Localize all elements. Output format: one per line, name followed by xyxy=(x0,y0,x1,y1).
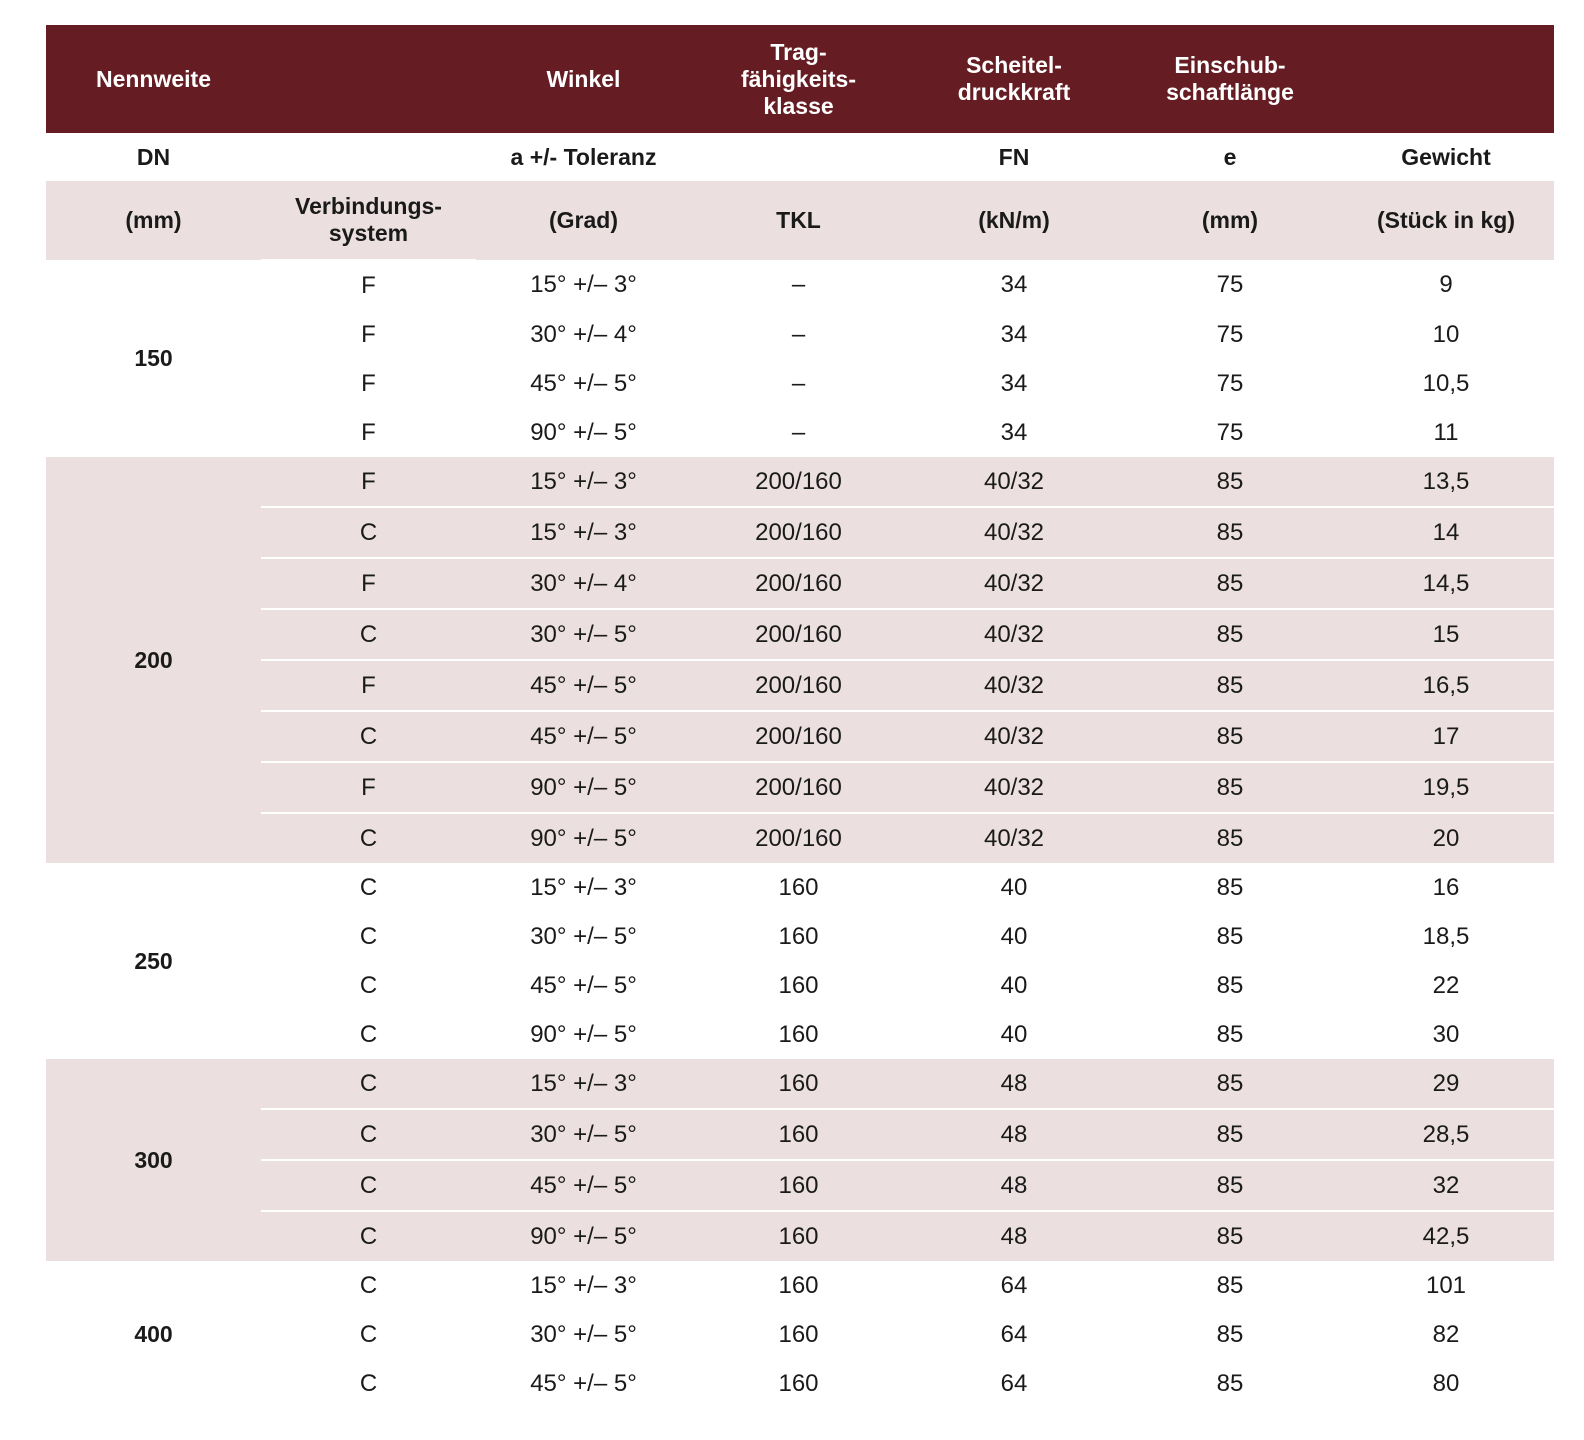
cell-tkl: 160 xyxy=(691,1059,906,1109)
cell-scheiteldruckkraft: 48 xyxy=(906,1211,1122,1261)
cell-tkl: 160 xyxy=(691,1310,906,1359)
cell-verbindungssystem: C xyxy=(261,912,476,961)
cell-gewicht: 11 xyxy=(1338,408,1554,457)
cell-scheiteldruckkraft: 48 xyxy=(906,1109,1122,1160)
cell-scheiteldruckkraft: 40 xyxy=(906,863,1122,912)
cell-einschub: 85 xyxy=(1122,912,1338,961)
dn-group-250 xyxy=(46,863,1554,1059)
cell-scheiteldruckkraft: 64 xyxy=(906,1261,1122,1310)
cell-winkel: 15° +/– 3° xyxy=(476,863,691,912)
cell-scheiteldruckkraft: 64 xyxy=(906,1359,1122,1408)
cell-einschub: 85 xyxy=(1122,1010,1338,1059)
cell-gewicht: 28,5 xyxy=(1338,1109,1554,1160)
cell-winkel: 45° +/– 5° xyxy=(476,359,691,408)
cell-tkl: 160 xyxy=(691,1010,906,1059)
cell-verbindungssystem: C xyxy=(261,813,476,863)
cell-einschub: 85 xyxy=(1122,863,1338,912)
cell-tkl: – xyxy=(691,359,906,408)
cell-verbindungssystem: C xyxy=(261,1310,476,1359)
dn-value: 250 xyxy=(46,863,261,1059)
cell-winkel: 30° +/– 5° xyxy=(476,1310,691,1359)
table-row xyxy=(46,1160,1554,1211)
cell-gewicht: 16 xyxy=(1338,863,1554,912)
table-row xyxy=(46,813,1554,863)
cell-einschub: 85 xyxy=(1122,1310,1338,1359)
cell-verbindungssystem: C xyxy=(261,1261,476,1310)
table-row xyxy=(46,457,1554,507)
table-row xyxy=(46,408,1554,457)
cell-tkl: – xyxy=(691,408,906,457)
cell-gewicht: 80 xyxy=(1338,1359,1554,1408)
cell-tkl: – xyxy=(691,310,906,359)
header-tkl-line-1: Trag- xyxy=(770,38,827,65)
cell-scheiteldruckkraft: 64 xyxy=(906,1310,1122,1359)
cell-gewicht: 14 xyxy=(1338,507,1554,558)
cell-scheiteldruckkraft: 40/32 xyxy=(906,813,1122,863)
unit-winkel: (Grad) xyxy=(476,181,691,260)
cell-gewicht: 10 xyxy=(1338,310,1554,359)
table-row xyxy=(46,609,1554,660)
cell-scheiteldruckkraft: 34 xyxy=(906,310,1122,359)
cell-winkel: 45° +/– 5° xyxy=(476,711,691,762)
subheader-e: e xyxy=(1122,133,1338,181)
header-e-line-1: Einschub- xyxy=(1174,52,1286,78)
cell-scheiteldruckkraft: 40/32 xyxy=(906,711,1122,762)
cell-scheiteldruckkraft: 40 xyxy=(906,1010,1122,1059)
cell-scheiteldruckkraft: 40/32 xyxy=(906,762,1122,813)
cell-winkel: 15° +/– 3° xyxy=(476,260,691,310)
cell-einschub: 85 xyxy=(1122,813,1338,863)
header-e-line-2: schaftlänge xyxy=(1166,79,1294,105)
table-row xyxy=(46,1059,1554,1109)
dn-value: 400 xyxy=(46,1261,261,1408)
cell-scheiteldruckkraft: 40/32 xyxy=(906,507,1122,558)
table-row xyxy=(46,1010,1554,1059)
cell-gewicht: 18,5 xyxy=(1338,912,1554,961)
cell-verbindungssystem: C xyxy=(261,1211,476,1261)
cell-einschub: 75 xyxy=(1122,310,1338,359)
table-row xyxy=(46,507,1554,558)
cell-verbindungssystem: C xyxy=(261,1010,476,1059)
cell-gewicht: 32 xyxy=(1338,1160,1554,1211)
cell-gewicht: 16,5 xyxy=(1338,660,1554,711)
cell-verbindungssystem: F xyxy=(261,408,476,457)
cell-winkel: 30° +/– 4° xyxy=(476,310,691,359)
cell-verbindungssystem: F xyxy=(261,762,476,813)
cell-tkl: – xyxy=(691,260,906,310)
cell-winkel: 90° +/– 5° xyxy=(476,813,691,863)
cell-einschub: 85 xyxy=(1122,507,1338,558)
header-e xyxy=(1122,25,1338,133)
cell-einschub: 85 xyxy=(1122,1211,1338,1261)
cell-verbindungssystem: C xyxy=(261,1359,476,1408)
cell-tkl: 200/160 xyxy=(691,711,906,762)
cell-einschub: 85 xyxy=(1122,457,1338,507)
cell-tkl: 160 xyxy=(691,863,906,912)
header-fn-line-2: druckkraft xyxy=(957,79,1071,105)
cell-gewicht: 13,5 xyxy=(1338,457,1554,507)
table-row xyxy=(46,1359,1554,1408)
subheader-gewicht: Gewicht xyxy=(1338,133,1554,181)
cell-einschub: 85 xyxy=(1122,609,1338,660)
cell-winkel: 45° +/– 5° xyxy=(476,1359,691,1408)
cell-einschub: 75 xyxy=(1122,408,1338,457)
table-row xyxy=(46,1211,1554,1261)
unit-fn: (kN/m) xyxy=(906,181,1122,260)
table-row xyxy=(46,1261,1554,1310)
header-tkl-line-3: klasse xyxy=(763,92,834,119)
header-fn xyxy=(906,25,1122,133)
table-row xyxy=(46,912,1554,961)
cell-scheiteldruckkraft: 34 xyxy=(906,408,1122,457)
subheader-fn: FN xyxy=(906,133,1122,181)
table-row xyxy=(46,558,1554,609)
cell-verbindungssystem: F xyxy=(261,558,476,609)
table-row xyxy=(46,660,1554,711)
cell-tkl: 200/160 xyxy=(691,660,906,711)
cell-tkl: 200/160 xyxy=(691,457,906,507)
table-row xyxy=(46,359,1554,408)
cell-winkel: 15° +/– 3° xyxy=(476,1261,691,1310)
cell-scheiteldruckkraft: 40/32 xyxy=(906,558,1122,609)
header-gewicht-empty xyxy=(1338,25,1554,133)
cell-tkl: 160 xyxy=(691,1211,906,1261)
header-verbindung-empty xyxy=(261,25,476,133)
subheader-verbindung-empty xyxy=(261,133,476,181)
cell-tkl: 160 xyxy=(691,1160,906,1211)
cell-tkl: 160 xyxy=(691,1359,906,1408)
cell-winkel: 90° +/– 5° xyxy=(476,408,691,457)
cell-gewicht: 19,5 xyxy=(1338,762,1554,813)
cell-verbindungssystem: C xyxy=(261,711,476,762)
cell-scheiteldruckkraft: 40/32 xyxy=(906,609,1122,660)
subheader-row-units xyxy=(46,181,1554,260)
cell-verbindungssystem: C xyxy=(261,1059,476,1109)
header-row xyxy=(46,25,1554,133)
cell-winkel: 90° +/– 5° xyxy=(476,1211,691,1261)
cell-gewicht: 82 xyxy=(1338,1310,1554,1359)
cell-winkel: 15° +/– 3° xyxy=(476,457,691,507)
cell-einschub: 85 xyxy=(1122,1261,1338,1310)
cell-verbindungssystem: C xyxy=(261,1160,476,1211)
dn-value: 300 xyxy=(46,1059,261,1261)
cell-tkl: 160 xyxy=(691,1109,906,1160)
cell-gewicht: 29 xyxy=(1338,1059,1554,1109)
cell-tkl: 160 xyxy=(691,912,906,961)
subheader-tkl-empty xyxy=(691,133,906,181)
cell-winkel: 15° +/– 3° xyxy=(476,507,691,558)
cell-einschub: 85 xyxy=(1122,1160,1338,1211)
cell-verbindungssystem: F xyxy=(261,260,476,310)
cell-einschub: 85 xyxy=(1122,1359,1338,1408)
cell-verbindungssystem: C xyxy=(261,1109,476,1160)
cell-verbindungssystem: C xyxy=(261,863,476,912)
cell-verbindungssystem: C xyxy=(261,609,476,660)
cell-tkl: 160 xyxy=(691,1261,906,1310)
table-row xyxy=(46,762,1554,813)
cell-gewicht: 101 xyxy=(1338,1261,1554,1310)
cell-verbindungssystem: F xyxy=(261,310,476,359)
header-winkel: Winkel xyxy=(476,25,691,133)
cell-verbindungssystem: C xyxy=(261,961,476,1010)
dn-group-150 xyxy=(46,260,1554,457)
unit-tkl: TKL xyxy=(691,181,906,260)
table-row xyxy=(46,863,1554,912)
table-row xyxy=(46,260,1554,310)
cell-winkel: 90° +/– 5° xyxy=(476,1010,691,1059)
table-row xyxy=(46,961,1554,1010)
unit-verbindungssystem xyxy=(261,181,476,260)
cell-verbindungssystem: F xyxy=(261,359,476,408)
cell-gewicht: 14,5 xyxy=(1338,558,1554,609)
cell-tkl: 200/160 xyxy=(691,609,906,660)
cell-tkl: 200/160 xyxy=(691,813,906,863)
unit-verbindung-line-1: Verbindungs- xyxy=(295,193,442,219)
cell-scheiteldruckkraft: 40 xyxy=(906,912,1122,961)
cell-winkel: 30° +/– 5° xyxy=(476,609,691,660)
cell-winkel: 15° +/– 3° xyxy=(476,1059,691,1109)
header-tkl xyxy=(691,25,906,133)
dn-group-300 xyxy=(46,1059,1554,1261)
cell-gewicht: 22 xyxy=(1338,961,1554,1010)
cell-tkl: 200/160 xyxy=(691,558,906,609)
table-row xyxy=(46,1109,1554,1160)
cell-einschub: 85 xyxy=(1122,1109,1338,1160)
cell-gewicht: 17 xyxy=(1338,711,1554,762)
cell-winkel: 90° +/– 5° xyxy=(476,762,691,813)
cell-einschub: 85 xyxy=(1122,961,1338,1010)
cell-scheiteldruckkraft: 40/32 xyxy=(906,457,1122,507)
unit-dn: (mm) xyxy=(46,181,261,260)
cell-gewicht: 10,5 xyxy=(1338,359,1554,408)
header-tkl-line-2: fähigkeits- xyxy=(740,65,857,92)
dn-value: 200 xyxy=(46,457,261,863)
cell-scheiteldruckkraft: 34 xyxy=(906,260,1122,310)
cell-winkel: 45° +/– 5° xyxy=(476,660,691,711)
cell-tkl: 160 xyxy=(691,961,906,1010)
cell-scheiteldruckkraft: 34 xyxy=(906,359,1122,408)
cell-einschub: 85 xyxy=(1122,660,1338,711)
cell-verbindungssystem: F xyxy=(261,660,476,711)
cell-einschub: 85 xyxy=(1122,1059,1338,1109)
unit-verbindung-line-2: system xyxy=(328,220,409,246)
table-row xyxy=(46,310,1554,359)
cell-einschub: 85 xyxy=(1122,762,1338,813)
table-row xyxy=(46,711,1554,762)
cell-einschub: 85 xyxy=(1122,558,1338,609)
cell-scheiteldruckkraft: 48 xyxy=(906,1160,1122,1211)
product-table-container xyxy=(46,25,1554,1408)
cell-scheiteldruckkraft: 48 xyxy=(906,1059,1122,1109)
subheader-dn: DN xyxy=(46,133,261,181)
cell-winkel: 30° +/– 5° xyxy=(476,1109,691,1160)
header-fn-line-1: Scheitel- xyxy=(966,52,1062,78)
cell-winkel: 30° +/– 5° xyxy=(476,912,691,961)
bogen-specification-table xyxy=(46,25,1554,1408)
subheader-winkel: a +/- Toleranz xyxy=(476,133,691,181)
dn-value: 150 xyxy=(46,260,261,457)
cell-verbindungssystem: F xyxy=(261,457,476,507)
dn-group-400 xyxy=(46,1261,1554,1408)
cell-winkel: 45° +/– 5° xyxy=(476,961,691,1010)
cell-scheiteldruckkraft: 40/32 xyxy=(906,660,1122,711)
unit-e: (mm) xyxy=(1122,181,1338,260)
cell-einschub: 75 xyxy=(1122,359,1338,408)
cell-tkl: 200/160 xyxy=(691,507,906,558)
header-nennweite: Nennweite xyxy=(46,25,261,133)
unit-gewicht: (Stück in kg) xyxy=(1338,181,1554,260)
table-row xyxy=(46,1310,1554,1359)
cell-winkel: 45° +/– 5° xyxy=(476,1160,691,1211)
cell-einschub: 85 xyxy=(1122,711,1338,762)
cell-scheiteldruckkraft: 40 xyxy=(906,961,1122,1010)
cell-verbindungssystem: C xyxy=(261,507,476,558)
cell-einschub: 75 xyxy=(1122,260,1338,310)
cell-gewicht: 15 xyxy=(1338,609,1554,660)
cell-winkel: 30° +/– 4° xyxy=(476,558,691,609)
cell-gewicht: 20 xyxy=(1338,813,1554,863)
cell-gewicht: 42,5 xyxy=(1338,1211,1554,1261)
cell-tkl: 200/160 xyxy=(691,762,906,813)
cell-gewicht: 30 xyxy=(1338,1010,1554,1059)
dn-group-200 xyxy=(46,457,1554,863)
cell-gewicht: 9 xyxy=(1338,260,1554,310)
subheader-row-symbols xyxy=(46,133,1554,181)
